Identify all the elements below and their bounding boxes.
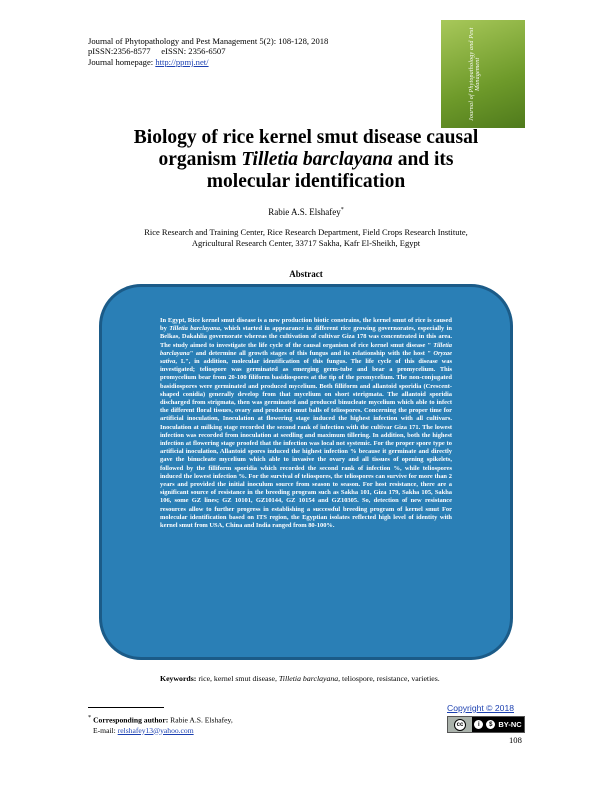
affiliation-line-1: Rice Research and Training Center, Rice Research Department, Field Crops Research Institute, xyxy=(144,227,468,237)
abstract-part-1: In Egypt, Rice kernel smut disease is a new production biotic constrains, the kernel smut of rice is caused by xyxy=(160,317,452,333)
abstract-part-2: , which started in appearance in different rice growing governorates, especially in Belkas, Dakahlia governorate whereas the cultivation of cultivar Giza 178 was concentrated in this area. The study aimed to investigate the life cycle of the causal organism of rice kernel smut disease " xyxy=(160,325,452,349)
abstract-italic-1: Tilletia barclayana xyxy=(169,325,220,333)
title-line-2 xyxy=(80,149,532,171)
abstract-part-3: " and determine all growth stages of this fungus and its relationship with the host " xyxy=(189,349,434,357)
attribution-icon: i xyxy=(474,720,483,729)
title-line-1: Biology of rice kernel smut disease causal xyxy=(133,127,479,148)
title-species-name: Tilletia barclayana xyxy=(241,149,393,170)
keywords-label: Keywords: xyxy=(160,674,197,683)
copyright-link[interactable]: Copyright © 2018 xyxy=(447,703,515,713)
journal-cover-logo xyxy=(441,20,525,128)
journal-homepage xyxy=(88,57,328,67)
abstract-part-4: , L", in addition, molecular identification of this fungus. The life cycle of this disease was investigated; teliospore was germinated as emerging germ-tube and bear a promycelium. This promycelium bear from 20-100 filiform basidiospores at the tip of the promycelium. The non-conjugated basidiospores were germinated and produced mycelium. Both filliform and allantoid sporidia (Crescent-shaped conidia) generally develop from that mycelium on short sterigmata. The allantoid sporidia discharged from strigmata, then was germinated and produced binucleate mycelium which able to infect the different floral tissues, ovary and produced smut balls of teliospores. Concerning the proper time for artificial inoculation, Inoculation at flowering stage induced the highest infection with all cultivars. Inoculation at milking stage recorded the second rank of infection with the cultivar Giza 171. The lowest infection was recorded from inoculation at seedling and maximum tillering. In addition, both the highest infection at flowering stage proofed that the infection was local not systemic. For the proper spore type to artificial inoculation, Allantoid spores induced the highest infection % because it germinate and directly gave the binucleate mycelium which able to invasive the ovary and all tissues of opening spikelets, followed by the filliform sporidia which recorded the second rank of infection %, while teliospores induced the lowest infection %. For the survival of teliospores, the teliospores can survive for more than 2 years and provided the initial inoculum source from season to season. For host resistance, there are a significant source of resistance in the breeding program such as Sakha 101, Giza 179, Sakha 105, Sakha 106, some GZ lines; GZ 10101, GZ10144, GZ 10154 and GZ10305. So, detection of new resistance resources allow to further progress in establishing a successful breeding program of kernel smut For molecular identification based on ITS region, the Egyptian isolates reflected high level of identity with kernel smut from USA, China and India ranged from 80-100%. xyxy=(160,358,452,530)
author-name: Rabie A.S. Elshafey xyxy=(268,207,341,217)
footnote-author-name: Rabie A.S. Elshafey, xyxy=(168,715,233,725)
footnote-mark: * xyxy=(88,714,92,721)
keywords xyxy=(160,674,440,683)
abstract-box xyxy=(99,284,513,660)
cc-icon xyxy=(448,717,472,732)
journal-issn: pISSN:2356-8577 eISSN: 2356-6507 xyxy=(88,46,226,57)
homepage-label: Journal homepage: xyxy=(88,56,156,67)
logo-text: Journal of Phytopathology and Pest Management xyxy=(469,27,481,121)
affiliation xyxy=(80,227,532,249)
keywords-part-1: rice, kernel smut disease, xyxy=(196,674,279,683)
email-link[interactable]: relshafey13@yahoo.com xyxy=(117,725,194,735)
keywords-italic: Tilletia barclayana, xyxy=(278,674,341,683)
footnote-line-2 xyxy=(88,726,233,736)
paper-title xyxy=(80,127,532,193)
title-line-3: molecular identification xyxy=(206,171,406,192)
abstract-italic-2: Tilletia barclayana xyxy=(160,341,452,357)
author xyxy=(0,207,612,217)
journal-header xyxy=(88,36,328,67)
cc-license-badge[interactable] xyxy=(447,716,525,733)
keywords-part-2: teliospore, resistance, varieties. xyxy=(340,674,440,683)
corresponding-author-footnote xyxy=(88,713,233,736)
footnote-label: Corresponding author: xyxy=(91,715,169,725)
noncommercial-icon: $ xyxy=(486,720,495,729)
journal-citation: Journal of Phytopathology and Pest Management 5(2): 108-128, 2018 xyxy=(88,36,329,46)
author-mark: * xyxy=(340,207,344,213)
license-text: BY-NC xyxy=(498,720,522,729)
affiliation-line-2: Agricultural Research Center, 33717 Sakha, Kafr El-Sheikh, Egypt xyxy=(191,238,421,248)
footnote-divider xyxy=(88,707,164,708)
homepage-link[interactable]: http://ppmj.net/ xyxy=(155,56,209,67)
title-line-2-suffix: and its xyxy=(392,149,454,170)
cc-circle: cc xyxy=(454,719,466,731)
title-line-2-prefix: organism xyxy=(158,149,242,170)
footnote-line-1 xyxy=(88,713,233,726)
abstract-heading: Abstract xyxy=(289,269,323,279)
email-label: E-mail: xyxy=(93,725,118,735)
license-terms xyxy=(472,717,524,732)
abstract-text xyxy=(160,317,452,530)
page-number: 108 xyxy=(509,735,522,745)
abstract-italic-3: Oryzae sativa xyxy=(160,349,452,366)
